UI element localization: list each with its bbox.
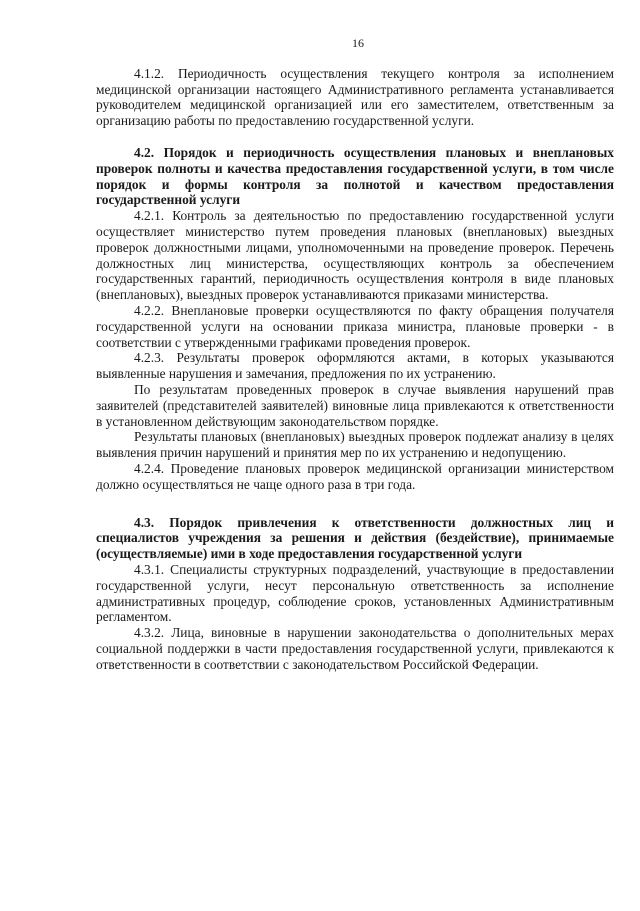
paragraph-4-2-4: 4.2.4. Проведение плановых проверок медицинской организации министерством должно осуществляться не чаще одного раза в три года. (96, 460, 614, 492)
paragraph-4-2-1: 4.2.1. Контроль за деятельностью по предоставлению государственной услуги осуществляет министерство путем проведения плановых (внеплановых) выездных проверок должностными лицами, уполномоченными на проведение проверок. Перечень должностных лиц министерства, осуществляющих контроль за обеспечением государственных гарантий, периодичность осуществления контроля в виде плановых (внеплановых), выездных проверок устанавливаются приказами министерства. (96, 208, 614, 303)
page-number: 16 (352, 36, 364, 50)
paragraph-4-3-2: 4.3.2. Лица, виновные в нарушении законодательства о дополнительных мерах социальной поддержки в части предоставления государственной услуги, привлекаются к ответственности в соответствии с законодательством Российской Федерации. (96, 625, 614, 672)
section-heading-4-2: 4.2. Порядок и периодичность осуществления плановых и внеплановых проверок полноты и качества предоставления государственной услуги, в том числе порядок и формы контроля за полнотой и качеством предоставления государственной услуги (96, 144, 614, 208)
paragraph-4-2-2: 4.2.2. Внеплановые проверки осуществляются по факту обращения получателя государственной услуги на основании приказа министра, плановые проверки - в соответствии с утвержденными графиками проведения проверок. (96, 302, 614, 350)
document-page (96, 36, 614, 672)
paragraph-4-1-2: 4.1.2. Периодичность осуществления текущего контроля за исполнением медицинской организации настоящего Административного регламента устанавливается руководителем медицинской организацией или его заместителем, ответственным за организацию работы по предоставлению государственной услуги. (96, 65, 614, 129)
paragraph-results-analysis: Результаты плановых (внеплановых) выездных проверок подлежат анализу в целях выявления причин нарушений и принятия мер по их устранению и недопущению. (96, 429, 614, 461)
section-heading-4-3: 4.3. Порядок привлечения к ответственности должностных лиц и специалистов учреждения за решения и действия (бездействие), принимаемые (осуществляемые) ими в ходе предоставления государственной услуги (96, 514, 614, 562)
paragraph-4-3-1: 4.3.1. Специалисты структурных подразделений, участвующие в предоставлении государственной услуги, несут персональную ответственность за исполнение административных процедур, соблюдение сроков, установленных Административным регламентом. (96, 561, 614, 625)
paragraph-4-2-3: 4.2.3. Результаты проверок оформляются актами, в которых указываются выявленные нарушения и замечания, предложения по их устранению. (96, 350, 614, 382)
paragraph-results-violations: По результатам проведенных проверок в случае выявления нарушений прав заявителей (представителей заявителей) виновные лица привлекаются к ответственности в установленном действующим законодательством порядке. (96, 381, 614, 429)
